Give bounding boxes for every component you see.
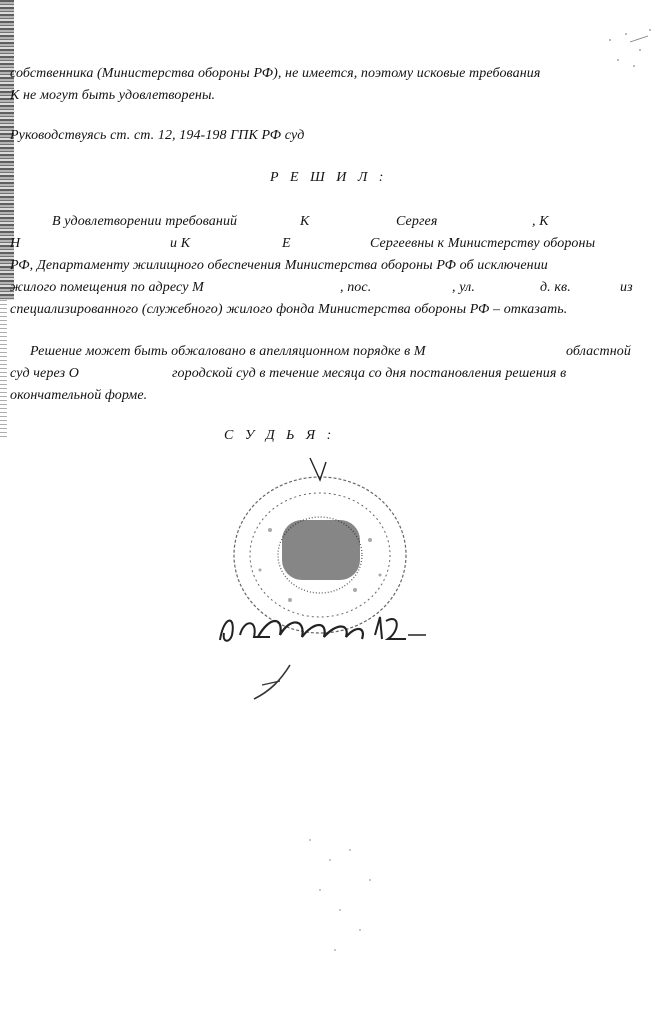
decision-line-1c: Сергея <box>396 214 438 229</box>
decided-title: Р Е Ш И Л : <box>270 170 388 185</box>
decision-line-4c: , ул. <box>452 280 475 295</box>
decision-line-4a: жилого помещения по адресу М <box>10 280 204 295</box>
decision-line-2d: Сергеевны к Министерству обороны <box>370 236 596 251</box>
decision-line-5: специализированного (служебного) жилого фонда Министерства обороны РФ – отказать. <box>10 302 568 317</box>
decision-line-1d: , К <box>532 214 549 229</box>
paragraph-top-line-1: собственника (Министерства обороны РФ), не имеется, поэтому исковые требования <box>10 66 541 81</box>
decision-line-2b: и К <box>170 236 191 251</box>
scan-edge-noise <box>0 300 7 440</box>
judge-label: С У Д Ь Я : <box>224 428 336 443</box>
decision-line-4d: д. кв. <box>540 280 571 295</box>
paragraph-top-line-2: К не могут быть удовлетворены. <box>10 88 216 103</box>
decision-line-3: РФ, Департаменту жилищного обеспечения Министерства обороны РФ об исключении <box>10 258 548 273</box>
scan-noise-icon <box>590 20 660 80</box>
handwritten-date-icon <box>210 605 430 655</box>
appeal-line-1b: областной <box>566 344 631 359</box>
appeal-line-2a: суд через О <box>10 366 79 381</box>
scan-edge-shadow <box>0 0 14 300</box>
decision-line-2a: Н <box>10 236 21 251</box>
decision-line-4b: , пос. <box>340 280 372 295</box>
appeal-line-3: окончательной форме. <box>10 388 148 403</box>
decision-line-1a: В удовлетворении требований <box>52 214 238 229</box>
scan-specks-icon <box>300 830 380 960</box>
decision-line-4e: из <box>620 280 633 295</box>
decision-line-2c: Е <box>282 236 291 251</box>
decision-line-1b: К <box>300 214 310 229</box>
appeal-line-2b: городской суд в течение месяца со дня постановления решения в <box>172 366 567 381</box>
guided-by-line: Руководствуясь ст. ст. 12, 194-198 ГПК РФ суд <box>10 128 305 143</box>
signature-icon <box>250 655 330 705</box>
appeal-line-1a: Решение может быть обжаловано в апелляционном порядке в М <box>30 344 426 359</box>
